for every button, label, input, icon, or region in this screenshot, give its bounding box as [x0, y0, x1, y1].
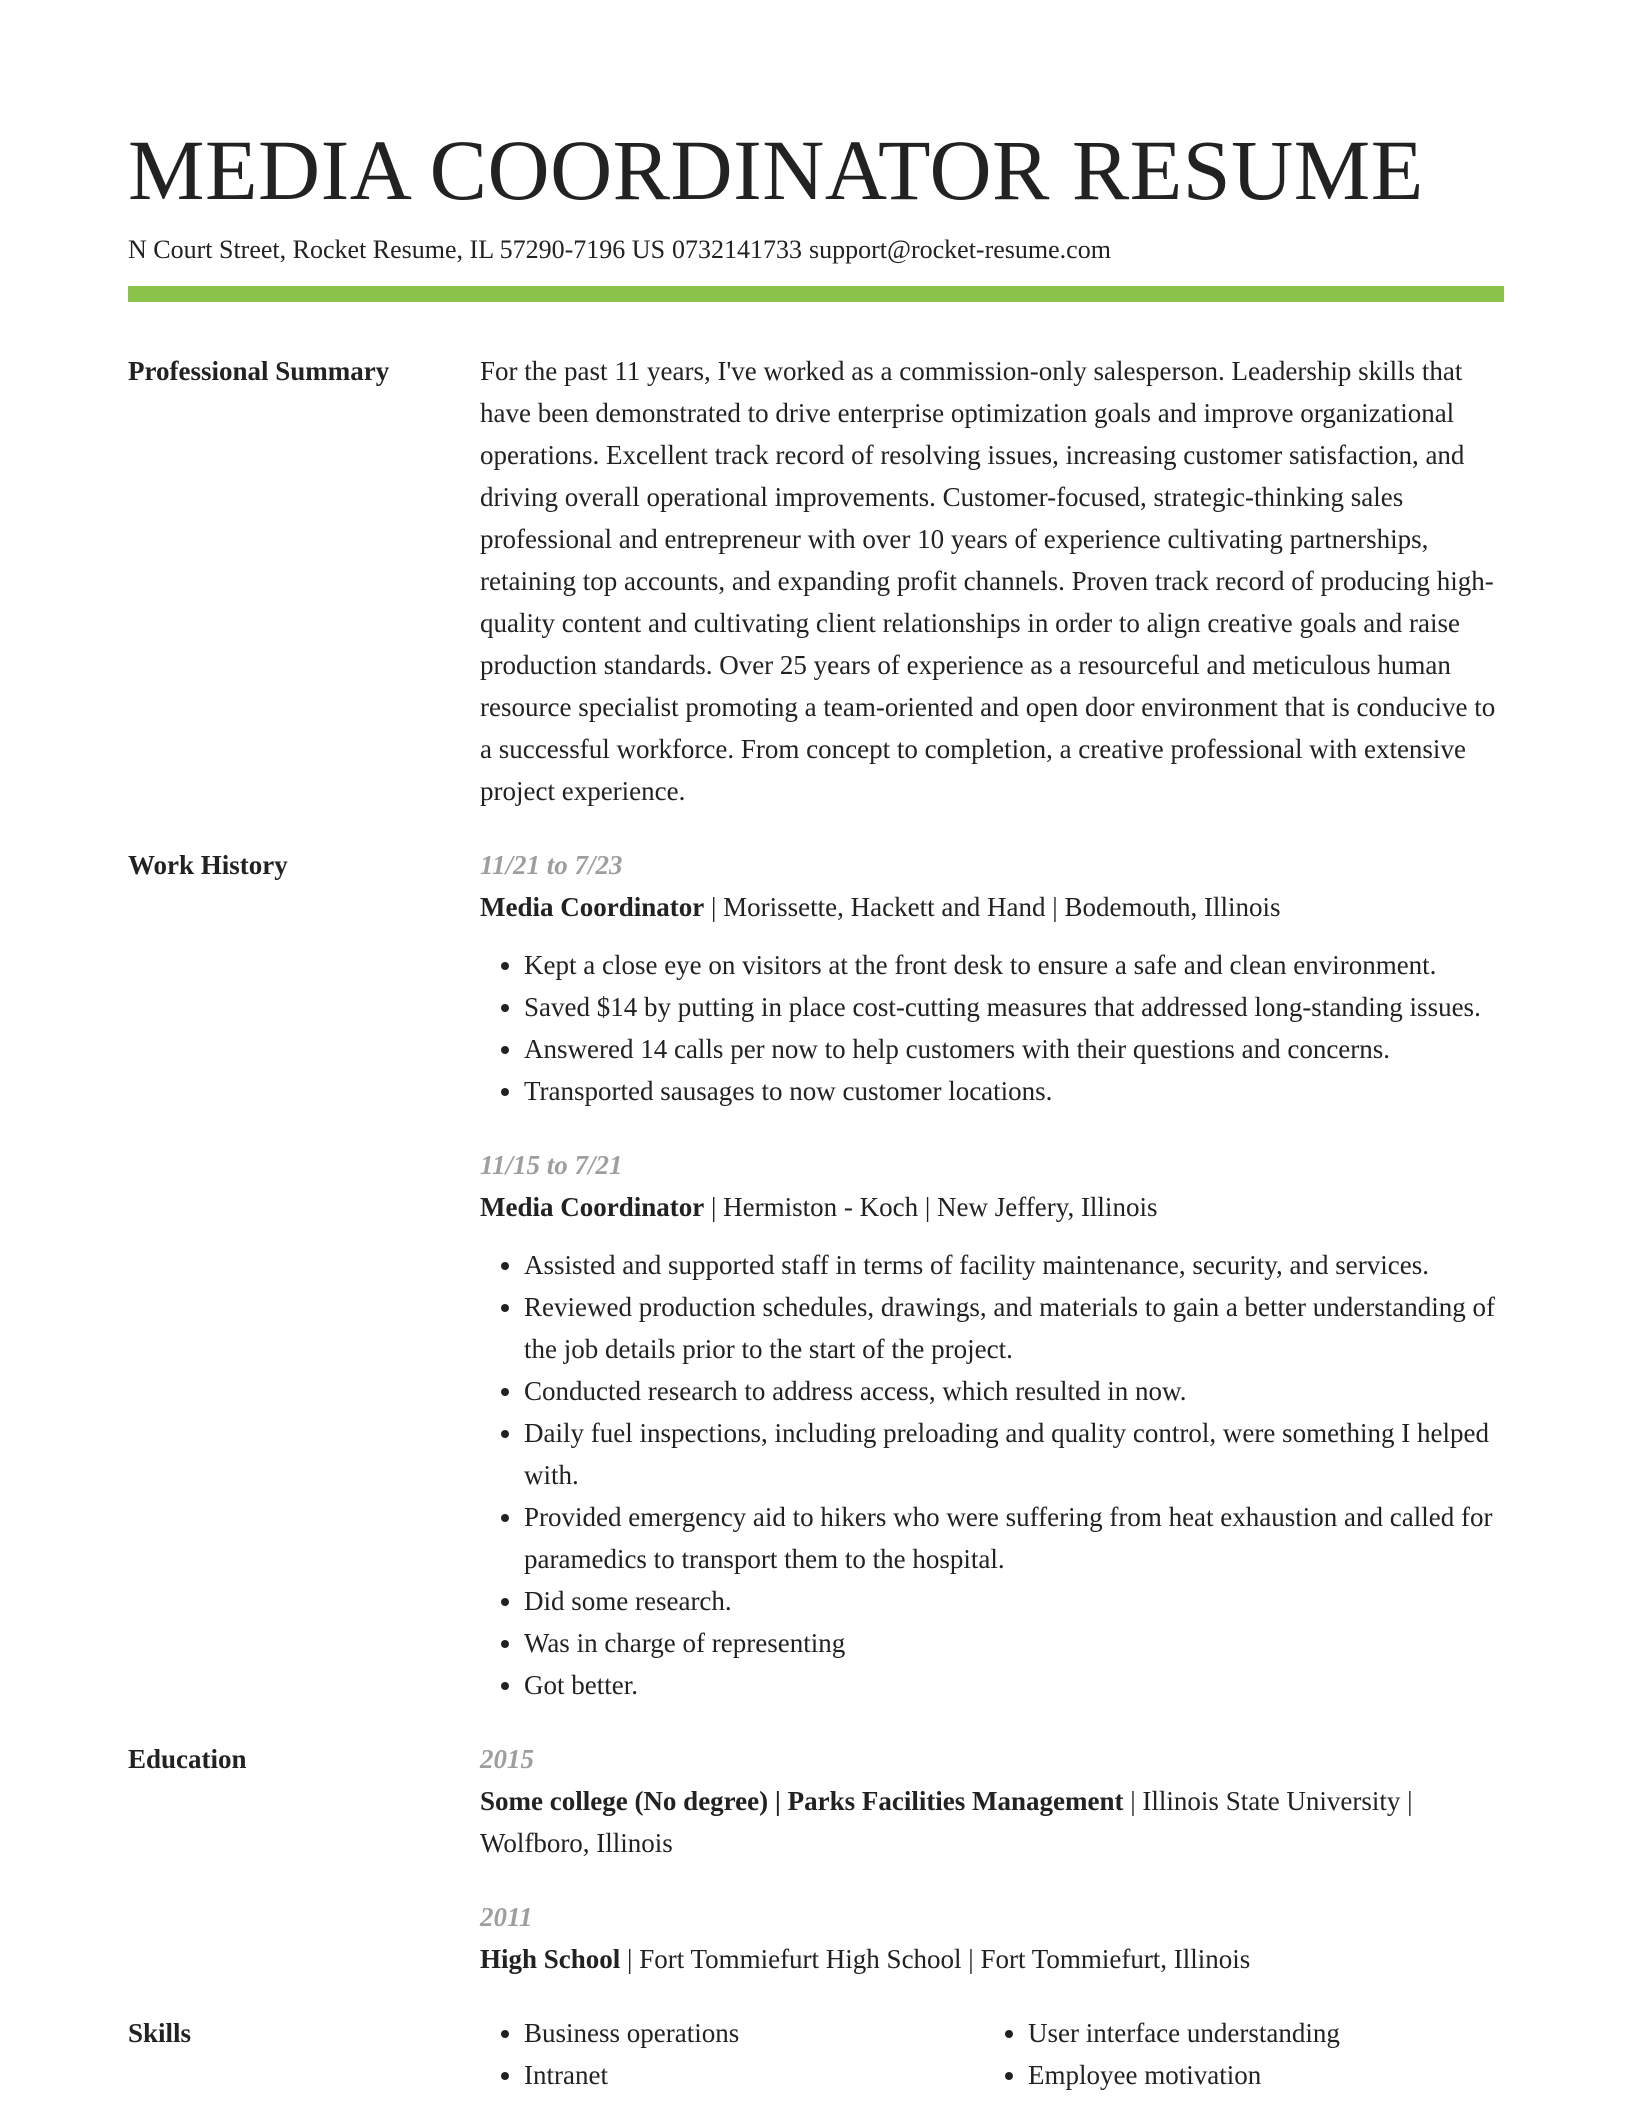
contact-phone: 0732141733 [672, 235, 803, 264]
education-school-location: | Illinois State University | Wolfboro, Illinois [480, 1786, 1413, 1858]
job-title-line [480, 1186, 1504, 1228]
job-employer-location: | Hermiston - Koch | New Jeffery, Illinois [704, 1192, 1158, 1222]
job-duty: • Provided emergency aid to hikers who were suffering from heat exhaustion and called for paramedics to transport them to the hospital. [524, 1496, 1504, 1580]
job-duties-list [480, 1244, 1504, 1706]
job-duty: • Saved $14 by putting in place cost-cutting measures that addressed long-standing issues. [524, 986, 1504, 1028]
header-divider [128, 286, 1504, 302]
job-entry [480, 1144, 1504, 1706]
job-dates: 11/21 to 7/23 [480, 850, 623, 880]
education-degree: Some college (No degree) | Parks Facilities Management [480, 1786, 1124, 1816]
education-year: 2011 [480, 1902, 533, 1932]
contact-line [128, 232, 1504, 268]
job-title-line [480, 886, 1504, 928]
education-title-line [480, 1938, 1504, 1980]
skills-column-left [480, 2012, 984, 2096]
summary-body [480, 350, 1504, 812]
contact-address: N Court Street, Rocket Resume, IL 57290-7196 US [128, 235, 666, 264]
job-duty: • Was in charge of representing [524, 1622, 1504, 1664]
section-label-work-history: Work History [128, 850, 288, 880]
section-label-skills: Skills [128, 2018, 192, 2048]
job-title: Media Coordinator [480, 892, 705, 922]
job-duty: • Got better. [524, 1664, 1504, 1706]
job-duty: • Kept a close eye on visitors at the front desk to ensure a safe and clean environment. [524, 944, 1504, 986]
job-title: Media Coordinator [480, 1192, 705, 1222]
education-school-location: | Fort Tommiefurt High School | Fort Tommiefurt, Illinois [620, 1944, 1251, 1974]
summary-section [128, 350, 1504, 812]
job-duty: • Transported sausages to now customer locations. [524, 1070, 1504, 1112]
skills-body [480, 2012, 1504, 2096]
skills-column-right [984, 2012, 1488, 2096]
education-title-line [480, 1780, 1504, 1864]
work-history-body [480, 844, 1504, 1706]
education-entry [480, 1738, 1504, 1864]
education-body [480, 1738, 1504, 1980]
skills-section [128, 2012, 1504, 2096]
education-degree: High School [480, 1944, 621, 1974]
job-duty: • Did some research. [524, 1580, 1504, 1622]
job-duty: • Daily fuel inspections, including preloading and quality control, were something I helped with. [524, 1412, 1504, 1496]
contact-email: support@rocket-resume.com [809, 235, 1111, 264]
skill-item: • Employee motivation [1028, 2054, 1488, 2096]
job-duties-list [480, 944, 1504, 1112]
work-history-section [128, 844, 1504, 1706]
skill-item: • User interface understanding [1028, 2012, 1488, 2054]
section-label-summary: Professional Summary [128, 356, 390, 386]
skill-item: • Business operations [524, 2012, 984, 2054]
skills-grid [480, 2012, 1504, 2096]
job-entry [480, 844, 1504, 1112]
summary-text: For the past 11 years, I've worked as a commission-only salesperson. Leadership skills that have been demonstrated to drive enterprise optimization goals and improve organizational operations. Excellent track record of resolving issues, increasing customer satisfaction, and driving overall operational improvements. Customer-focused, strategic-thinking sales professional and entrepreneur with over 10 years of experience cultivating partnerships, retaining top accounts, and expanding profit channels. Proven track record of producing high-quality content and cultivating client relationships in order to align creative goals and raise production standards. Over 25 years of experience as a resourceful and meticulous human resource specialist promoting a team-oriented and open door environment that is conducive to a successful workforce. From concept to completion, a creative professional with extensive project experience. [480, 356, 1496, 806]
resume-title: MEDIA COORDINATOR RESUME [128, 122, 1424, 218]
job-dates: 11/15 to 7/21 [480, 1150, 623, 1180]
education-year: 2015 [480, 1744, 534, 1774]
skill-item: • Intranet [524, 2054, 984, 2096]
job-duty: • Conducted research to address access, which resulted in now. [524, 1370, 1504, 1412]
job-duty: • Assisted and supported staff in terms of facility maintenance, security, and services. [524, 1244, 1504, 1286]
resume-page [128, 118, 1504, 2096]
job-duty: • Reviewed production schedules, drawings, and materials to gain a better understanding of the job details prior to the start of the project. [524, 1286, 1504, 1370]
education-section [128, 1738, 1504, 1980]
education-entry [480, 1896, 1504, 1980]
job-duty: • Answered 14 calls per now to help customers with their questions and concerns. [524, 1028, 1504, 1070]
job-employer-location: | Morissette, Hackett and Hand | Bodemouth, Illinois [704, 892, 1281, 922]
section-label-education: Education [128, 1744, 247, 1774]
